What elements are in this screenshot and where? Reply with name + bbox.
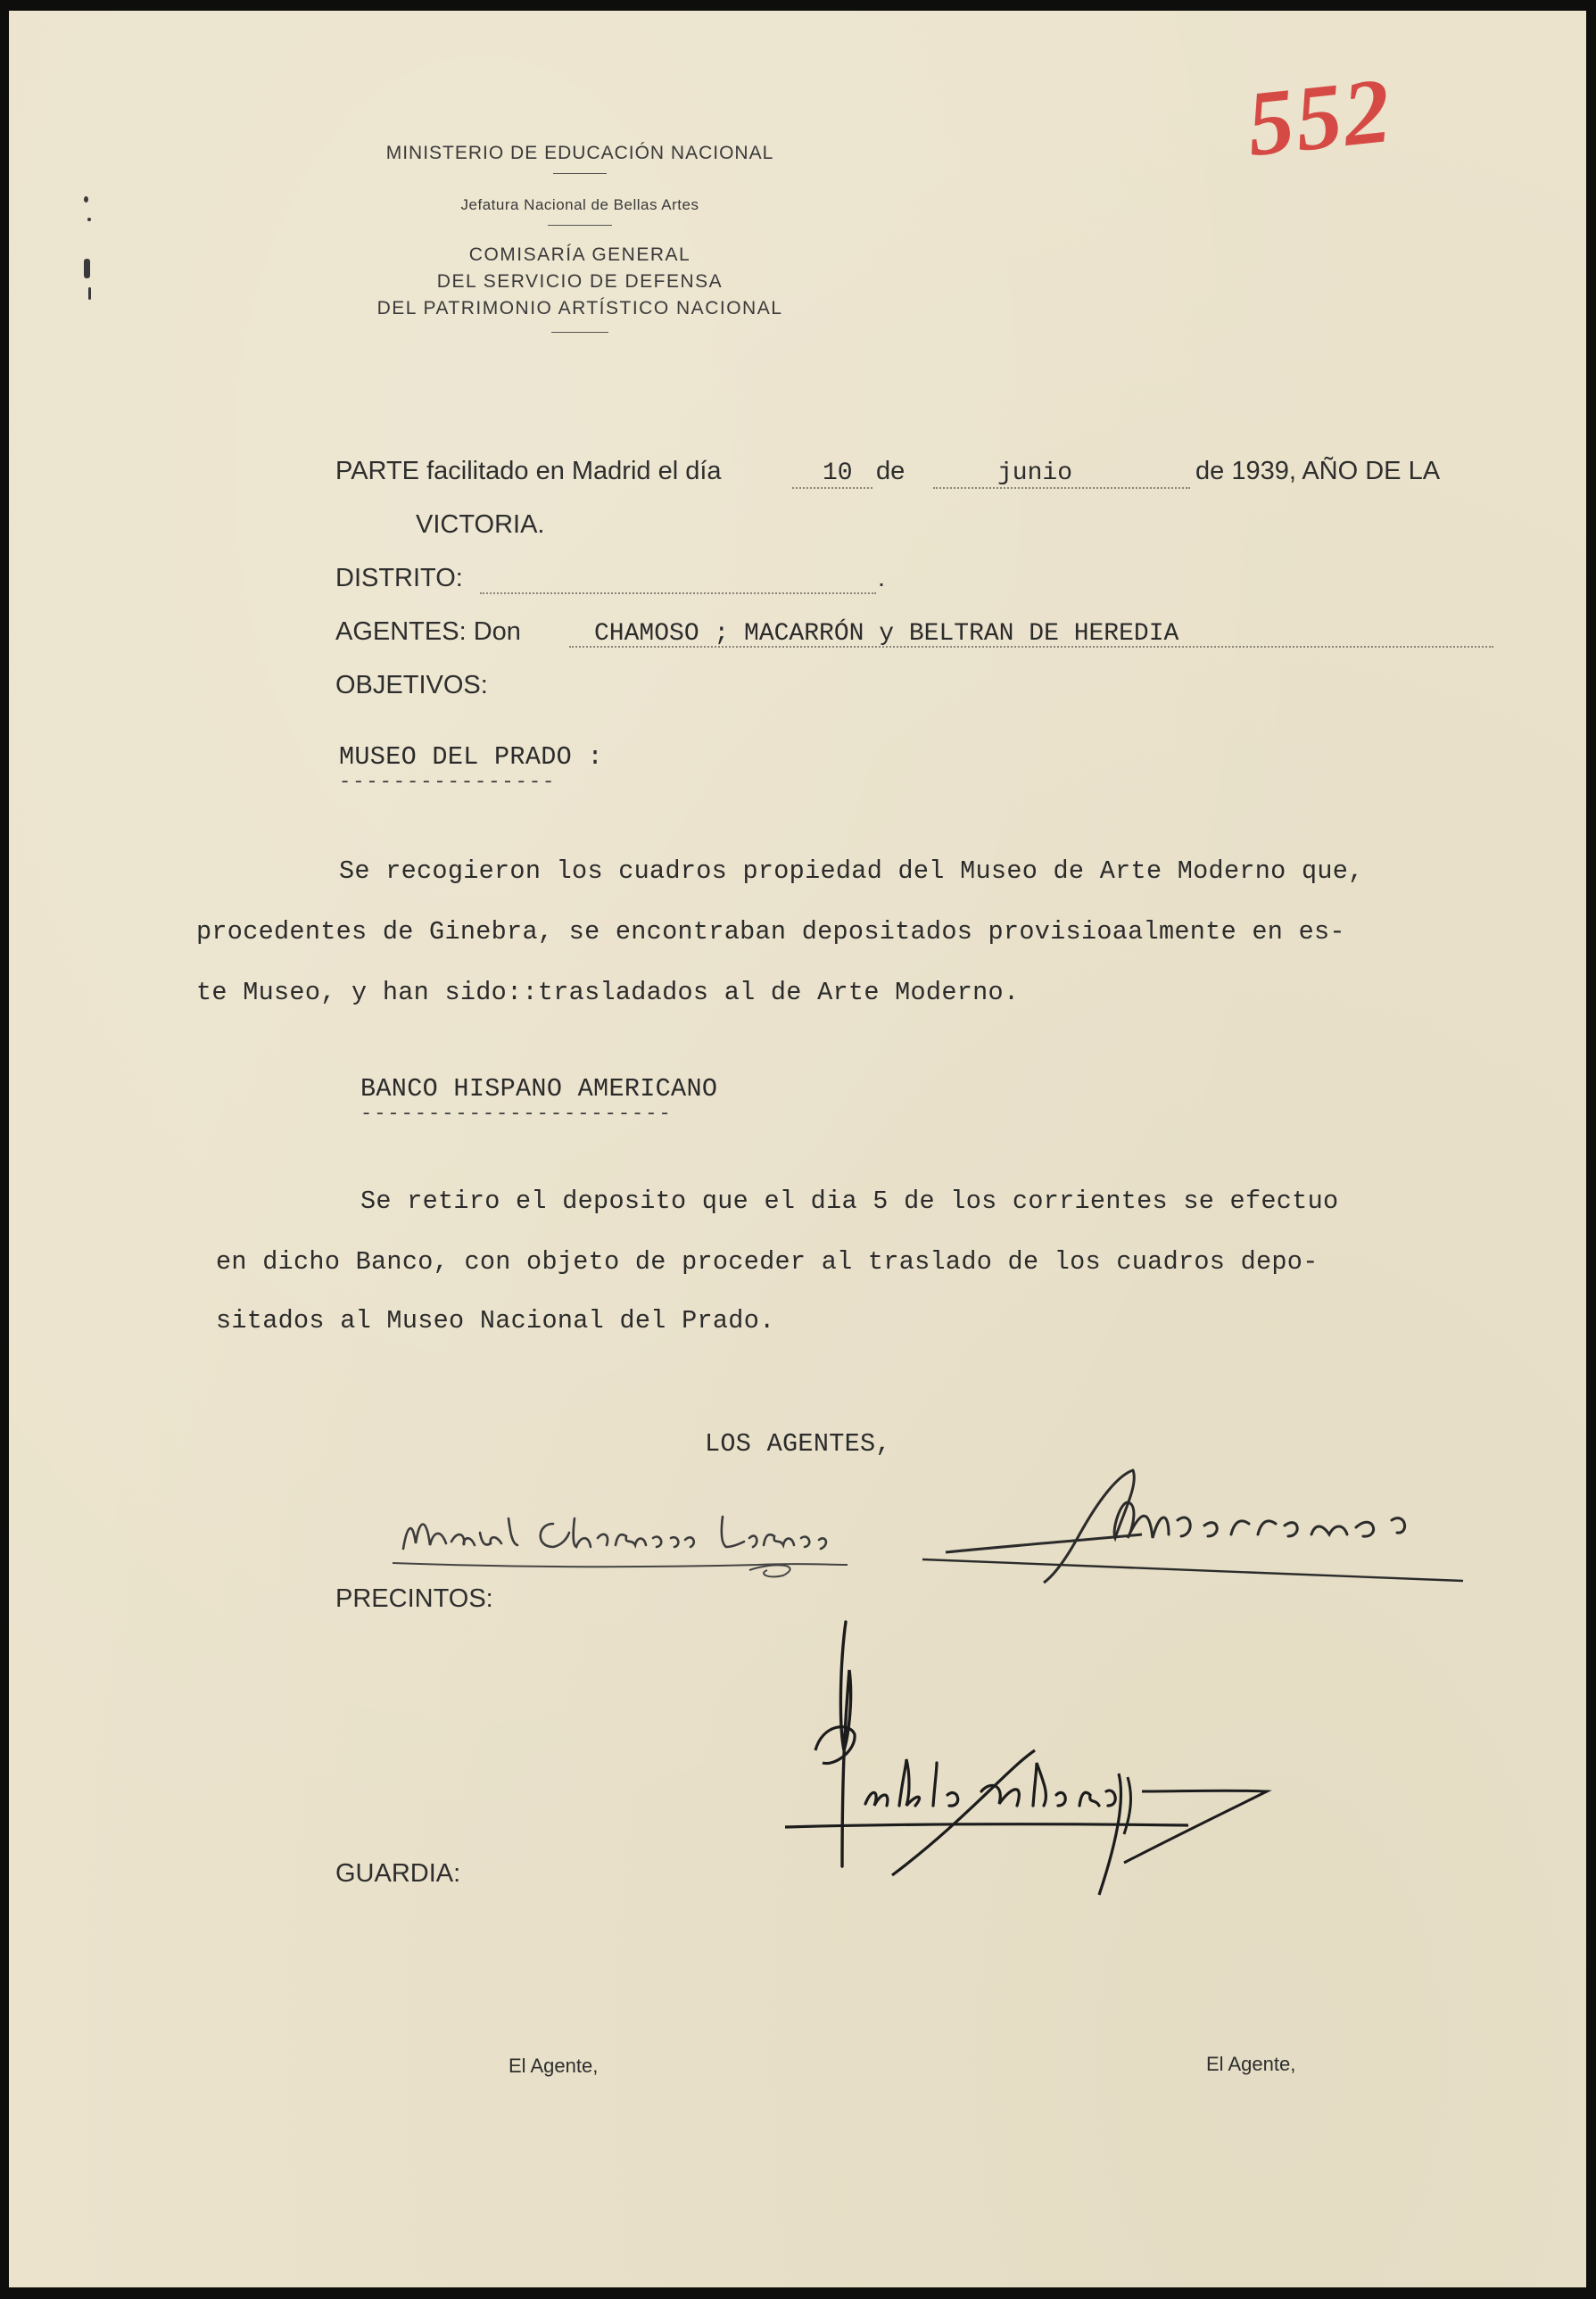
guardia-label: GUARDIA:	[335, 1859, 461, 1888]
document-page	[9, 11, 1586, 2287]
letterhead-ministry: MINISTERIO DE EDUCACIÓN NACIONAL	[385, 143, 774, 163]
day-value: 10	[823, 459, 853, 487]
distrito-label: DISTRITO:	[335, 564, 463, 592]
paragraph-line: procedentes de Ginebra, se encontraban depositados provisioaalmente en es-	[196, 917, 1345, 947]
agentes-label: AGENTES: Don	[335, 617, 521, 646]
letterhead-comisaria-3: DEL PATRIMONIO ARTÍSTICO NACIONAL	[376, 298, 783, 318]
signature-macarron	[910, 1449, 1481, 1592]
month-dotted-line	[933, 487, 1190, 489]
closing-text: LOS AGENTES,	[705, 1429, 891, 1459]
paragraph-line: Se retiro el deposito que el dia 5 de los corrientes se efectuo	[360, 1187, 1339, 1216]
margin-mark	[87, 218, 91, 221]
section-heading: BANCO HISPANO AMERICANO	[360, 1074, 718, 1104]
paragraph-line: Se recogieron los cuadros propiedad del Museo de Arte Moderno que,	[339, 856, 1364, 886]
agent-left-label: El Agente,	[509, 2055, 599, 2077]
month-value: junio	[997, 459, 1073, 487]
day-dotted-line	[792, 487, 872, 489]
letterhead-jefatura: Jefatura Nacional de Bellas Artes	[460, 196, 699, 213]
margin-mark	[88, 287, 91, 300]
year-continuation: VICTORIA.	[416, 510, 545, 539]
paragraph-line: sitados al Museo Nacional del Prado.	[216, 1306, 775, 1336]
paragraph-line: en dicho Banco, con objeto de proceder al traslado de los cuadros depo-	[216, 1247, 1319, 1277]
margin-mark	[84, 196, 88, 203]
letterhead-rule	[553, 173, 607, 174]
objetivos-label: OBJETIVOS:	[335, 671, 488, 699]
heading-underline: ----------------	[339, 771, 557, 793]
letterhead-rule	[548, 225, 612, 226]
letterhead-comisaria-1: COMISARÍA GENERAL	[468, 244, 691, 265]
signature-chamoso	[384, 1492, 865, 1590]
agent-right-label: El Agente,	[1206, 2053, 1296, 2075]
precintos-label: PRECINTOS:	[335, 1584, 493, 1613]
parte-label: PARTE facilitado en Madrid el día	[335, 457, 722, 485]
section-heading: MUSEO DEL PRADO :	[339, 742, 603, 772]
heading-underline: -----------------------	[360, 1103, 673, 1125]
de-label: de	[876, 457, 906, 485]
archive-number-stamp: 552	[1242, 58, 1397, 177]
letterhead-comisaria-2: DEL SERVICIO DE DEFENSA	[436, 271, 724, 292]
margin-mark	[84, 259, 90, 278]
year-label: de 1939, AÑO DE LA	[1195, 457, 1441, 485]
distrito-dotted-line	[480, 592, 876, 594]
letterhead-rule	[551, 332, 608, 333]
signature-guardia	[767, 1617, 1267, 1911]
distrito-end: .	[878, 564, 886, 592]
paragraph-line: te Museo, y han sido::trasladados al de Arte Moderno.	[196, 978, 1020, 1007]
agentes-value: CHAMOSO ; MACARRÓN y BELTRAN DE HEREDIA	[594, 620, 1179, 648]
